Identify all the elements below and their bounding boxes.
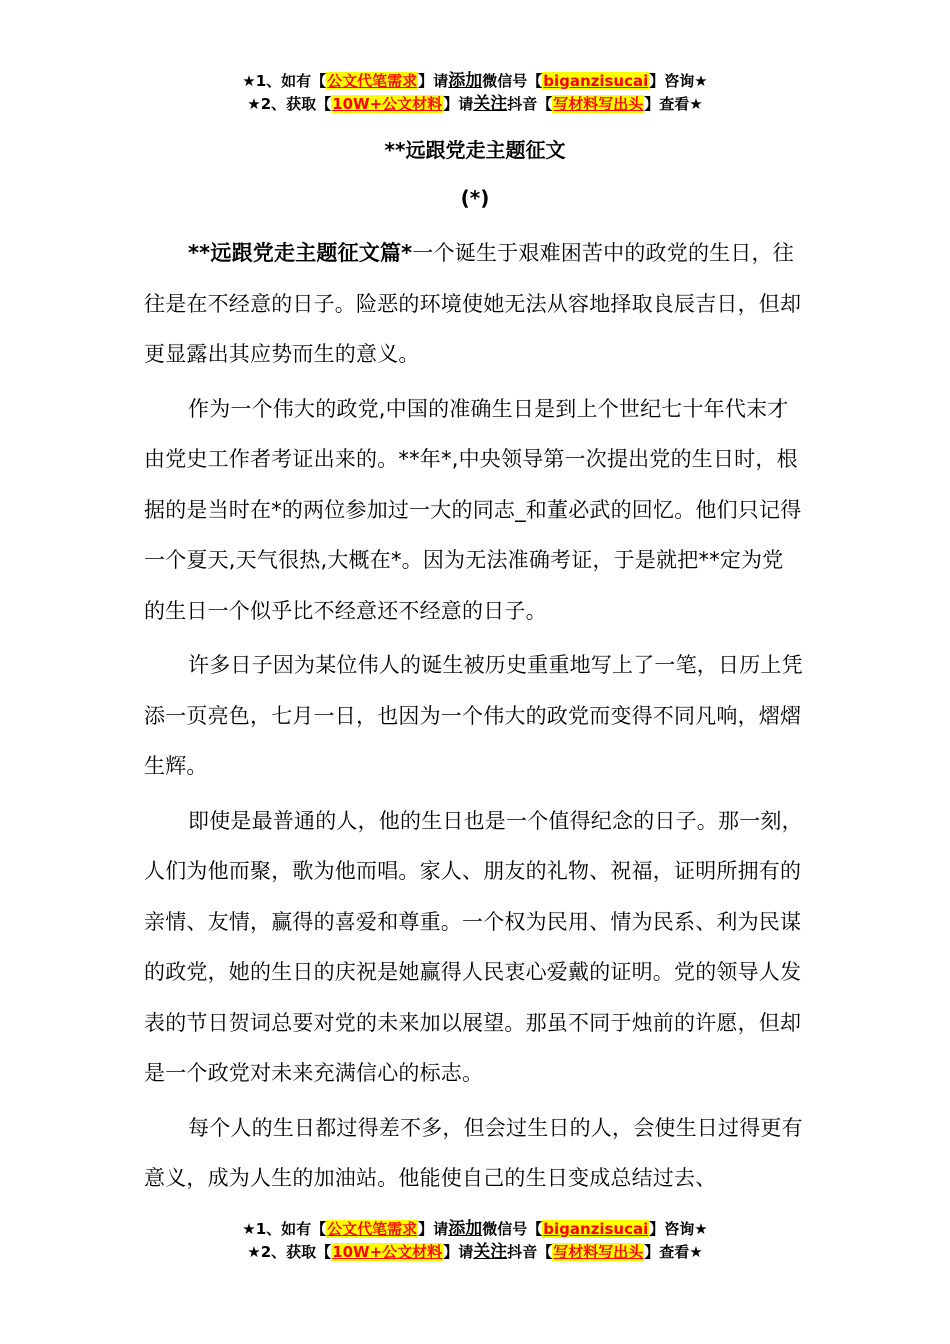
- banner-text: 微信号【: [482, 1220, 543, 1238]
- banner-emphasis: 关注: [473, 94, 508, 114]
- highlight-materials: 10W+公文材料: [332, 1243, 443, 1261]
- footer-banner-line-2: [0, 1241, 950, 1264]
- highlight-materials: 10W+公文材料: [332, 95, 443, 113]
- document-subtitle: (*): [460, 186, 490, 210]
- banner-text: 】咨询★: [649, 72, 708, 90]
- banner-text: 微信号【: [482, 72, 543, 90]
- lead-heading: **远跟党走主题征文篇*: [188, 241, 413, 265]
- banner-text: 】请: [443, 1243, 474, 1261]
- banner-text: ★2、获取【: [247, 95, 332, 113]
- banner-emphasis: 添加: [448, 1219, 483, 1239]
- banner-text: 】请: [418, 1220, 449, 1238]
- paragraph: 许多日子因为某位伟人的诞生被历史重重地写上了一笔，日历上凭添一页亮色，七月一日，也因为一个伟大的政党而变得不同凡响，熠熠生辉。: [144, 653, 803, 778]
- header-banner-line-2: [0, 93, 950, 116]
- highlight-wechat-id: biganzisucai: [543, 72, 649, 90]
- banner-emphasis: 添加: [448, 71, 483, 91]
- banner-text: ★2、获取【: [247, 1243, 332, 1261]
- banner-text: ★1、如有【: [242, 72, 327, 90]
- document-title: **远跟党走主题征文: [384, 138, 566, 162]
- banner-text: 】请: [443, 95, 474, 113]
- banner-text: 抖音【: [507, 95, 553, 113]
- header-banner-line-1: [0, 70, 950, 93]
- paragraph: 作为一个伟大的政党,中国的准确生日是到上个世纪七十年代末才由党史工作者考证出来的。**年*,中央领导第一次提出党的生日时，根据的是当时在*的两位参加过一大的同志_和董必武的回忆。他们只记得一个夏天,天气很热,大概在*。因为无法准确考证，于是就把**定为党的生日一个似乎比不经意还不经意的日子。: [144, 396, 802, 623]
- highlight-wechat-id: biganzisucai: [543, 1220, 649, 1238]
- banner-text: 】查看★: [644, 1243, 703, 1261]
- highlight-writing-service: 公文代笔需求: [327, 72, 418, 90]
- banner-emphasis: 关注: [473, 1242, 508, 1262]
- paragraph: 即使是最普通的人，他的生日也是一个值得纪念的日子。那一刻，人们为他而聚，歌为他而唱。家人、朋友的礼物、祝福，证明所拥有的亲情、友情，赢得的喜爱和尊重。一个权为民用、情为民系、利为民谋的政党，她的生日的庆祝是她赢得人民衷心爱戴的证明。党的领导人发表的节日贺词总要对党的未来加以展望。那虽不同于烛前的许愿，但却是一个政党对未来充满信心的标志。: [144, 808, 803, 1085]
- highlight-douyin-account: 写材料写出头: [553, 1243, 644, 1261]
- highlight-writing-service: 公文代笔需求: [327, 1220, 418, 1238]
- banner-text: ★1、如有【: [242, 1220, 327, 1238]
- header-banner: [0, 70, 950, 116]
- banner-text: 抖音【: [507, 1243, 553, 1261]
- banner-text: 】请: [418, 72, 449, 90]
- banner-text: 】查看★: [644, 95, 703, 113]
- document-body: [144, 228, 804, 1204]
- footer-banner: [0, 1218, 950, 1264]
- paragraph-text: 一个诞生于艰难困苦中的政党的生日，往往是在不经意的日子。险恶的环境使她无法从容地择取良辰吉日，但却更显露出其应势而生的意义。: [144, 241, 802, 366]
- banner-text: 】咨询★: [649, 1220, 708, 1238]
- footer-banner-line-1: [0, 1218, 950, 1241]
- highlight-douyin-account: 写材料写出头: [553, 95, 644, 113]
- paragraph: [144, 228, 804, 380]
- paragraph: 每个人的生日都过得差不多，但会过生日的人，会使生日过得更有意义，成为人生的加油站。他能使自己的生日变成总结过去、: [144, 1115, 803, 1190]
